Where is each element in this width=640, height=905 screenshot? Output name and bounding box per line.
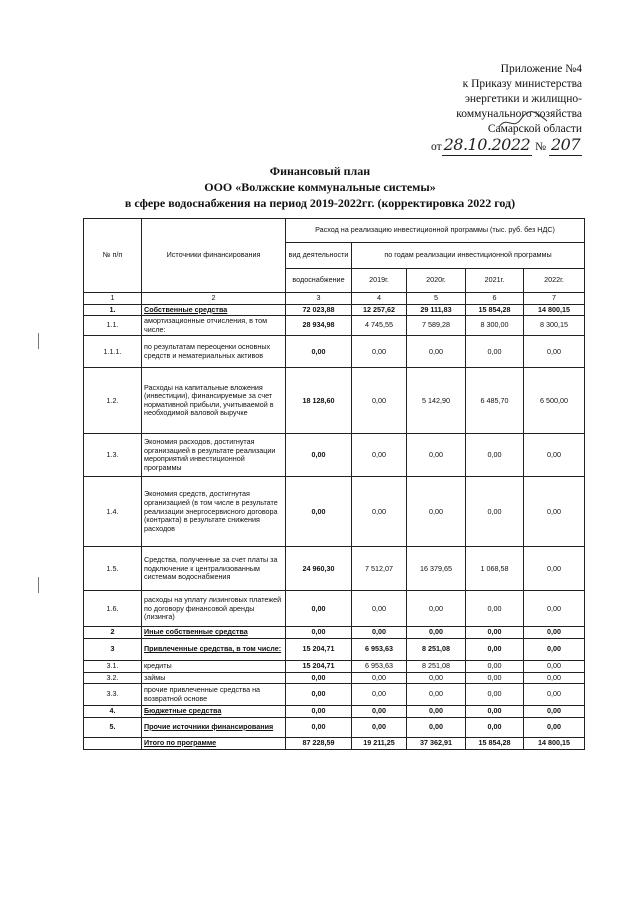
row-value-y2022: 14 800,15: [524, 737, 585, 749]
row-value-y2022: 8 300,15: [524, 316, 585, 336]
row-number: 1.1.1.: [84, 336, 142, 368]
row-value-y2021: 15 854,28: [466, 737, 524, 749]
table-row: [84, 717, 585, 737]
header-num: № п/п: [84, 219, 142, 293]
row-value-total: 15 204,71: [286, 660, 352, 672]
header-2020: 2020г.: [407, 269, 466, 293]
row-value-y2022: 0,00: [524, 591, 585, 627]
index-cell: 2: [142, 293, 286, 305]
row-number: 1.4.: [84, 477, 142, 547]
row-value-y2019: 6 953,63: [352, 660, 407, 672]
number-prefix: №: [535, 141, 547, 153]
row-value-total: 0,00: [286, 706, 352, 718]
header-2021: 2021г.: [466, 269, 524, 293]
title-line-3: в сфере водоснабжения на период 2019-2022гг. (корректировка 2022 год): [124, 196, 516, 210]
row-value-y2022: 0,00: [524, 717, 585, 737]
row-value-y2019: 0,00: [352, 717, 407, 737]
index-cell: 3: [286, 293, 352, 305]
row-value-y2020: 0,00: [407, 434, 466, 477]
row-value-y2022: 0,00: [524, 547, 585, 591]
row-value-y2021: 0,00: [466, 660, 524, 672]
index-cell: 1: [84, 293, 142, 305]
row-value-y2019: 0,00: [352, 368, 407, 434]
row-value-y2020: 8 251,08: [407, 660, 466, 672]
row-value-total: 0,00: [286, 477, 352, 547]
table-row: [84, 638, 585, 660]
row-value-total: 0,00: [286, 336, 352, 368]
index-cell: 6: [466, 293, 524, 305]
row-number: 1.3.: [84, 434, 142, 477]
row-source: Расходы на капитальные вложения (инвестиции), финансируемые за счет нормативной прибыли, учитываемой в необходимой валовой выручке: [142, 368, 286, 434]
row-value-y2020: 0,00: [407, 336, 466, 368]
row-value-y2022: 0,00: [524, 672, 585, 684]
row-value-y2021: 0,00: [466, 706, 524, 718]
row-value-y2021: 0,00: [466, 477, 524, 547]
row-value-y2019: 0,00: [352, 336, 407, 368]
row-value-y2022: 0,00: [524, 660, 585, 672]
row-source: прочие привлеченные средства на возвратной основе: [142, 684, 286, 706]
row-value-y2022: 0,00: [524, 627, 585, 639]
row-value-y2022: 0,00: [524, 706, 585, 718]
row-value-y2019: 0,00: [352, 477, 407, 547]
row-number: 3.3.: [84, 684, 142, 706]
row-value-y2022: 6 500,00: [524, 368, 585, 434]
row-number: 1.1.: [84, 316, 142, 336]
row-source: расходы на уплату лизинговых платежей по договору финансовой аренды (лизинга): [142, 591, 286, 627]
index-cell: 7: [524, 293, 585, 305]
row-value-y2021: 0,00: [466, 684, 524, 706]
row-value-y2019: 0,00: [352, 591, 407, 627]
appendix-region-line: Самарской области: [487, 123, 582, 135]
row-value-total: 24 960,30: [286, 547, 352, 591]
row-number: 2: [84, 627, 142, 639]
header-2019: 2019г.: [352, 269, 407, 293]
row-value-total: 18 128,60: [286, 368, 352, 434]
appendix-date-line: [402, 137, 582, 153]
row-value-y2020: 0,00: [407, 477, 466, 547]
row-value-y2022: 14 800,15: [524, 304, 585, 316]
row-value-y2020: 0,00: [407, 672, 466, 684]
row-value-y2019: 12 257,62: [352, 304, 407, 316]
row-value-y2021: 0,00: [466, 591, 524, 627]
row-value-y2021: 0,00: [466, 717, 524, 737]
row-value-y2022: 0,00: [524, 638, 585, 660]
header-by-years: по годам реализации инвестиционной программы: [352, 243, 585, 269]
row-number: 1.6.: [84, 591, 142, 627]
row-value-total: 0,00: [286, 627, 352, 639]
row-source: займы: [142, 672, 286, 684]
row-source: Экономия расходов, достигнутая организацией в результате реализации мероприятий инвестиционной программы: [142, 434, 286, 477]
table-row: [84, 434, 585, 477]
row-source: Иные собственные средства: [142, 627, 286, 639]
signature-mark: [495, 107, 555, 133]
row-value-y2021: 15 854,28: [466, 304, 524, 316]
row-value-y2020: 5 142,90: [407, 368, 466, 434]
table-row: [84, 368, 585, 434]
row-source: Экономия средств, достигнутая организацией (в том числе в результате реализации энергосервисного договора (контракта) в результате снижения расходов: [142, 477, 286, 547]
date-prefix: от: [430, 141, 442, 153]
table-row: [84, 336, 585, 368]
table-row: [84, 627, 585, 639]
row-value-total: 0,00: [286, 684, 352, 706]
row-source: Итого по программе: [142, 737, 286, 749]
financial-plan-table: [83, 218, 585, 750]
index-cell: 4: [352, 293, 407, 305]
row-number: 1.2.: [84, 368, 142, 434]
row-source: Средства, полученные за счет платы за подключение к централизованным системам водоснабжения: [142, 547, 286, 591]
row-source: Собственные средства: [142, 304, 286, 316]
table-row: [84, 316, 585, 336]
row-value-total: 0,00: [286, 717, 352, 737]
row-value-y2020: 0,00: [407, 684, 466, 706]
row-value-y2020: 0,00: [407, 717, 466, 737]
header-activity-type: вид деятельности: [286, 243, 352, 269]
margin-mark: [38, 577, 39, 593]
row-value-total: 28 934,98: [286, 316, 352, 336]
row-value-total: 15 204,71: [286, 638, 352, 660]
row-value-y2020: 29 111,83: [407, 304, 466, 316]
index-row: [84, 293, 585, 305]
title-line-2: ООО «Волжские коммунальные системы»: [204, 180, 436, 194]
appendix-ministry-line2: коммунального хозяйства: [456, 108, 582, 120]
table-row: [84, 660, 585, 672]
row-value-y2019: 7 512,07: [352, 547, 407, 591]
row-value-y2019: 0,00: [352, 434, 407, 477]
row-value-y2021: 1 068,58: [466, 547, 524, 591]
row-value-y2021: 0,00: [466, 627, 524, 639]
row-value-y2022: 0,00: [524, 684, 585, 706]
row-value-y2022: 0,00: [524, 336, 585, 368]
row-value-y2019: 0,00: [352, 684, 407, 706]
table-row: [84, 684, 585, 706]
row-value-y2020: 0,00: [407, 627, 466, 639]
table-row: [84, 591, 585, 627]
title-line-1: Финансовый план: [269, 164, 371, 178]
row-number: 1.5.: [84, 547, 142, 591]
row-source: кредиты: [142, 660, 286, 672]
handwritten-number: 207: [550, 135, 580, 154]
row-value-y2022: 0,00: [524, 477, 585, 547]
row-value-y2022: 0,00: [524, 434, 585, 477]
appendix-title: Приложение №4: [500, 63, 582, 75]
appendix-order-line: к Приказу министерства: [462, 78, 582, 90]
row-value-y2019: 0,00: [352, 706, 407, 718]
row-value-y2020: 7 589,28: [407, 316, 466, 336]
row-value-y2020: 37 362,91: [407, 737, 466, 749]
row-value-y2019: 6 953,63: [352, 638, 407, 660]
index-cell: 5: [407, 293, 466, 305]
row-value-y2020: 16 379,65: [407, 547, 466, 591]
row-value-y2019: 19 211,25: [352, 737, 407, 749]
table-row: [84, 672, 585, 684]
row-value-y2021: 0,00: [466, 434, 524, 477]
row-value-y2019: 0,00: [352, 627, 407, 639]
header-source: Источники финансирования: [142, 219, 286, 293]
row-value-total: 87 228,59: [286, 737, 352, 749]
row-source: амортизационные отчисления, в том числе:: [142, 316, 286, 336]
row-value-total: 72 023,88: [286, 304, 352, 316]
row-number: 3.2.: [84, 672, 142, 684]
table-body: [84, 304, 585, 749]
row-value-y2021: 0,00: [466, 336, 524, 368]
handwritten-date: 28.10.2022: [443, 135, 531, 154]
row-value-y2020: 8 251,08: [407, 638, 466, 660]
header-row-1: [84, 219, 585, 243]
row-number: [84, 737, 142, 749]
header-water-supply: водоснабжение: [286, 269, 352, 293]
row-number: 3: [84, 638, 142, 660]
table-row: [84, 547, 585, 591]
row-source: Привлеченные средства, в том числе:: [142, 638, 286, 660]
row-value-y2021: 0,00: [466, 638, 524, 660]
header-2022: 2022г.: [524, 269, 585, 293]
appendix-ministry-line1: энергетики и жилищно-: [464, 93, 582, 105]
row-value-y2021: 6 485,70: [466, 368, 524, 434]
table-row: [84, 737, 585, 749]
table-row: [84, 477, 585, 547]
margin-mark: [38, 333, 39, 349]
row-source: Бюджетные средства: [142, 706, 286, 718]
table-row: [84, 304, 585, 316]
row-number: 5.: [84, 717, 142, 737]
row-source: Прочие источники финансирования: [142, 717, 286, 737]
row-value-total: 0,00: [286, 434, 352, 477]
row-source: по результатам переоценки основных средств и нематериальных активов: [142, 336, 286, 368]
row-value-y2019: 4 745,55: [352, 316, 407, 336]
row-number: 4.: [84, 706, 142, 718]
row-number: 3.1.: [84, 660, 142, 672]
row-value-y2019: 0,00: [352, 672, 407, 684]
row-number: 1.: [84, 304, 142, 316]
row-value-total: 0,00: [286, 672, 352, 684]
row-value-total: 0,00: [286, 591, 352, 627]
header-expense-group: Расход на реализацию инвестиционной программы (тыс. руб. без НДС): [286, 219, 585, 243]
row-value-y2021: 8 300,00: [466, 316, 524, 336]
row-value-y2020: 0,00: [407, 706, 466, 718]
row-value-y2020: 0,00: [407, 591, 466, 627]
appendix-block: [402, 62, 582, 153]
row-value-y2021: 0,00: [466, 672, 524, 684]
document-title: [0, 163, 640, 211]
table-row: [84, 706, 585, 718]
